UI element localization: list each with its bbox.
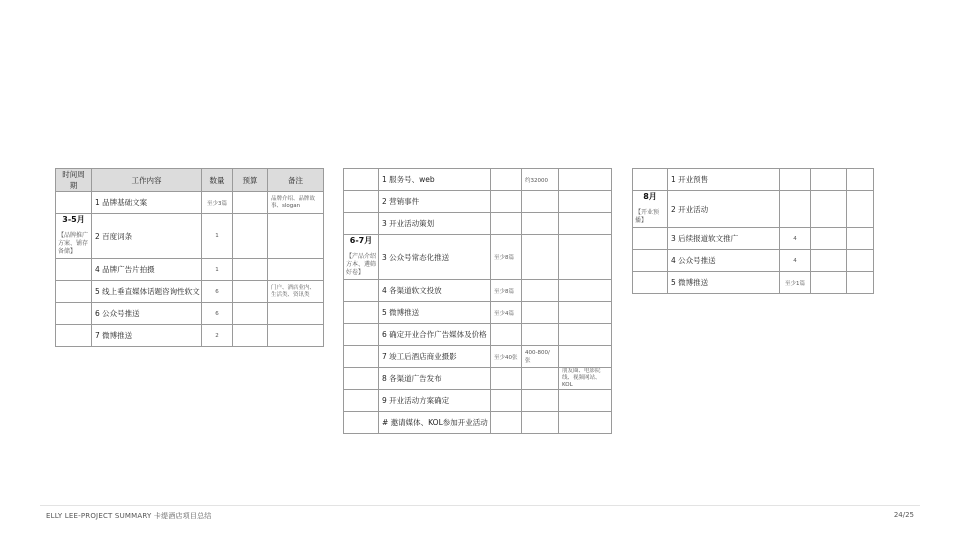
table-row [56, 214, 324, 259]
period-empty-cell [344, 280, 379, 302]
table-row [344, 390, 612, 412]
quantity-cell [491, 390, 522, 412]
table-row [633, 272, 874, 294]
header-budget: 预算 [233, 169, 268, 192]
budget-cell [233, 303, 268, 325]
period-empty-cell [633, 250, 668, 272]
budget-cell [233, 192, 268, 214]
period-empty-cell [344, 368, 379, 390]
quantity-cell: 4 [780, 250, 811, 272]
budget-cell [522, 412, 559, 434]
quantity-cell: 1 [202, 214, 233, 259]
task-cell: 1 品牌基础文案 [92, 192, 202, 214]
budget-cell: 约32000 [522, 169, 559, 191]
schedule-table-aug [632, 168, 874, 294]
period-empty-cell [56, 192, 92, 214]
note-cell [268, 303, 324, 325]
quantity-cell: 至少3篇 [202, 192, 233, 214]
table-row [344, 191, 612, 213]
table-row [344, 324, 612, 346]
quantity-cell [491, 368, 522, 390]
task-cell: 2 百度词条 [92, 214, 202, 259]
note-cell [559, 346, 612, 368]
period-note: 【开业预播】 [635, 209, 660, 224]
table-row [56, 303, 324, 325]
note-cell [559, 213, 612, 235]
task-cell: 9 开业活动方案确定 [379, 390, 491, 412]
table-header-row [56, 169, 324, 192]
task-cell: 4 各渠道软文投放 [379, 280, 491, 302]
task-cell: 8 各渠道广告发布 [379, 368, 491, 390]
budget-cell [233, 281, 268, 303]
period-empty-cell [633, 228, 668, 250]
quantity-cell: 至少8篇 [491, 280, 522, 302]
period-note: 【产品介绍方本、遴筛好卷】 [346, 253, 377, 276]
table-row [56, 259, 324, 281]
period-empty-cell [344, 412, 379, 434]
budget-cell [522, 390, 559, 412]
note-cell [268, 259, 324, 281]
budget-cell [811, 228, 847, 250]
task-cell: 6 确定开业合作广告媒体及价格 [379, 324, 491, 346]
table-row [56, 281, 324, 303]
budget-cell [811, 191, 847, 228]
note-cell [559, 280, 612, 302]
table-row [344, 213, 612, 235]
table-row [344, 302, 612, 324]
task-cell: 1 开业预售 [668, 169, 780, 191]
period-name: 3-5月 [62, 215, 85, 224]
task-cell: 3 后续报道软文推广 [668, 228, 780, 250]
period-empty-cell [633, 272, 668, 294]
header-work-content: 工作内容 [92, 169, 202, 192]
table-row [633, 169, 874, 191]
budget-cell [522, 213, 559, 235]
period-empty-cell [56, 259, 92, 281]
period-note: 【品牌推广方案、铺存备储】 [58, 232, 89, 255]
quantity-cell: 4 [780, 228, 811, 250]
budget-cell: 400-800/张 [522, 346, 559, 368]
note-cell [559, 302, 612, 324]
footer-project-title: ELLY LEE-PROJECT SUMMARY 卡缇酒店项目总结 [46, 512, 212, 520]
quantity-cell: 至少40张 [491, 346, 522, 368]
budget-cell [233, 325, 268, 347]
quantity-cell: 6 [202, 281, 233, 303]
quantity-cell: 至少1篇 [780, 272, 811, 294]
header-quantity: 数量 [202, 169, 233, 192]
budget-cell [522, 280, 559, 302]
budget-cell [811, 272, 847, 294]
period-empty-cell [633, 169, 668, 191]
period-empty-cell [344, 346, 379, 368]
quantity-cell [780, 191, 811, 228]
table-row [633, 250, 874, 272]
period-name: 6-7月 [349, 236, 373, 245]
table-row [56, 325, 324, 347]
table-row [344, 169, 612, 191]
note-cell: 品牌介绍、品牌故事、slogan [268, 192, 324, 214]
table-row [344, 412, 612, 434]
note-cell [847, 250, 874, 272]
period-empty-cell [344, 191, 379, 213]
task-cell: 5 微博推送 [668, 272, 780, 294]
table-row [56, 192, 324, 214]
quantity-cell [780, 169, 811, 191]
quantity-cell: 1 [202, 259, 233, 281]
task-cell: 4 品牌广告片拍摄 [92, 259, 202, 281]
budget-cell [233, 259, 268, 281]
quantity-cell [491, 412, 522, 434]
note-cell: 门户、酒店业内、生活类、资讯类 [268, 281, 324, 303]
period-name: 8月 [643, 192, 657, 201]
quantity-cell: 至少8篇 [491, 235, 522, 280]
note-cell: 朋友圈、电影院线、视频网站、KOL [559, 368, 612, 390]
task-cell: 3 公众号常态化推送 [379, 235, 491, 280]
task-cell: # 邀请媒体、KOL参加开业活动 [379, 412, 491, 434]
table-row [633, 228, 874, 250]
budget-cell [522, 235, 559, 280]
period-empty-cell [56, 325, 92, 347]
period-cell [56, 214, 92, 259]
budget-cell [522, 324, 559, 346]
budget-cell [233, 214, 268, 259]
budget-cell [522, 302, 559, 324]
task-cell: 7 微博推送 [92, 325, 202, 347]
page-number: 24/25 [893, 511, 914, 519]
period-empty-cell [56, 303, 92, 325]
table-row [344, 368, 612, 390]
note-cell [847, 228, 874, 250]
note-cell [847, 191, 874, 228]
header-notes: 备注 [268, 169, 324, 192]
note-cell [559, 191, 612, 213]
period-cell [633, 191, 668, 228]
header-period: 时间周期 [56, 169, 92, 192]
quantity-cell: 至少4篇 [491, 302, 522, 324]
quantity-cell [491, 213, 522, 235]
quantity-cell [491, 169, 522, 191]
note-cell [559, 390, 612, 412]
task-cell: 7 竣工后酒店商业摄影 [379, 346, 491, 368]
period-empty-cell [344, 324, 379, 346]
table-row [344, 280, 612, 302]
note-cell [847, 272, 874, 294]
quantity-cell: 6 [202, 303, 233, 325]
task-cell: 1 服务号、web [379, 169, 491, 191]
schedule-table-jun-jul [343, 168, 612, 434]
note-cell [559, 169, 612, 191]
budget-cell [522, 191, 559, 213]
period-empty-cell [344, 213, 379, 235]
note-cell [268, 214, 324, 259]
budget-cell [811, 169, 847, 191]
note-cell [559, 412, 612, 434]
footer-divider [40, 505, 920, 506]
note-cell [847, 169, 874, 191]
budget-cell [811, 250, 847, 272]
period-empty-cell [344, 390, 379, 412]
note-cell [268, 325, 324, 347]
task-cell: 6 公众号推送 [92, 303, 202, 325]
note-cell [559, 324, 612, 346]
task-cell: 3 开业活动策划 [379, 213, 491, 235]
quantity-cell: 2 [202, 325, 233, 347]
budget-cell [522, 368, 559, 390]
period-empty-cell [344, 169, 379, 191]
task-cell: 2 开业活动 [668, 191, 780, 228]
note-cell [559, 235, 612, 280]
schedule-table-mar-may [55, 168, 324, 347]
task-cell: 5 微博推送 [379, 302, 491, 324]
table-row [344, 346, 612, 368]
quantity-cell [491, 191, 522, 213]
quantity-cell [491, 324, 522, 346]
period-empty-cell [56, 281, 92, 303]
period-cell [344, 235, 379, 280]
period-empty-cell [344, 302, 379, 324]
task-cell: 5 线上垂直媒体话题咨询性软文 [92, 281, 202, 303]
table-row [633, 191, 874, 228]
task-cell: 4 公众号推送 [668, 250, 780, 272]
task-cell: 2 营销事件 [379, 191, 491, 213]
table-row [344, 235, 612, 280]
